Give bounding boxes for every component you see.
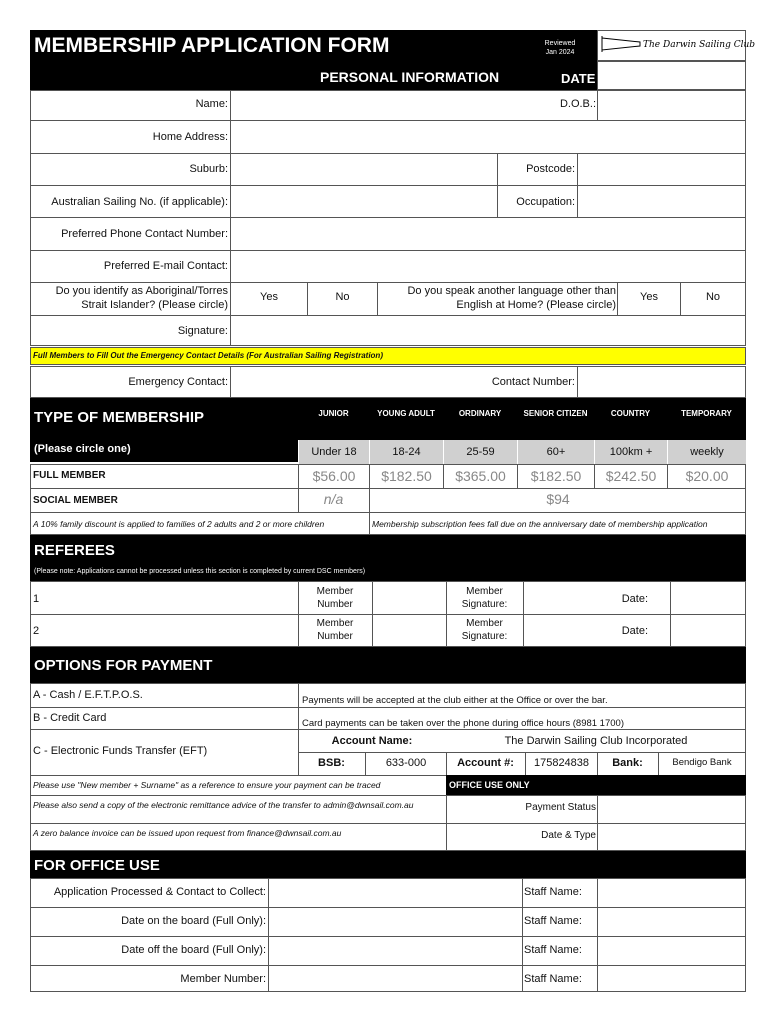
email-label: Preferred E-mail Contact: xyxy=(103,260,228,272)
office-row-3-staff-field[interactable] xyxy=(598,937,745,964)
reviewed-line-1: Reviewed xyxy=(544,40,576,47)
dob-field[interactable] xyxy=(598,91,745,120)
age-range-cell: 60+ xyxy=(517,440,594,464)
phone-field[interactable] xyxy=(231,218,745,250)
referee-2-signature-field[interactable] xyxy=(524,615,594,646)
referee-2-date-field[interactable] xyxy=(671,615,745,646)
office-row-4-staff-field[interactable] xyxy=(598,966,745,991)
office-row-1-staff: Staff Name: xyxy=(524,886,582,898)
sailing-no-label: Australian Sailing No. (if applicable): xyxy=(51,196,228,208)
office-row-2-staff-field[interactable] xyxy=(598,908,745,935)
dob-label: D.O.B.: xyxy=(559,98,596,110)
credit-card-note: Card payments can be taken over the phone during office hours (8981 1700) xyxy=(302,718,624,729)
office-row-3-field[interactable] xyxy=(269,937,521,964)
social-member-label: SOCIAL MEMBER xyxy=(33,495,118,506)
full-member-price[interactable]: $20.00 xyxy=(667,464,746,488)
payment-status-field[interactable] xyxy=(598,796,745,822)
sailing-no-field[interactable] xyxy=(231,186,497,217)
occupation-field[interactable] xyxy=(578,186,745,217)
eft-option: C - Electronic Funds Transfer (EFT) xyxy=(33,745,208,757)
referee-2-sig-label-1: Member xyxy=(466,618,503,629)
social-junior-price[interactable]: n/a xyxy=(323,491,344,507)
flag-icon xyxy=(600,34,644,54)
date-field[interactable] xyxy=(597,61,746,90)
referee-1-signature-field[interactable] xyxy=(524,582,594,613)
full-member-price[interactable]: $56.00 xyxy=(298,464,369,488)
postcode-field[interactable] xyxy=(578,154,745,185)
signature-label: Signature: xyxy=(177,325,228,337)
aboriginal-question-2: Strait Islander? (Please circle) xyxy=(81,299,228,311)
invoice-note: A zero balance invoice can be issued upon request from finance@dwnsail.com.au xyxy=(33,828,342,838)
office-row-2-field[interactable] xyxy=(269,908,521,935)
office-row-3-staff: Staff Name: xyxy=(524,944,582,956)
phone-label: Preferred Phone Contact Number: xyxy=(61,228,228,240)
office-row-1-label: Application Processed & Contact to Collect: xyxy=(53,886,266,898)
full-member-label: FULL MEMBER xyxy=(33,470,106,481)
office-use-only-text: OFFICE USE ONLY xyxy=(449,780,530,790)
language-no-option[interactable]: No xyxy=(705,291,721,303)
family-discount-note: A 10% family discount is applied to families of 2 adults and 2 or more children xyxy=(33,519,325,529)
office-row-4-staff: Staff Name: xyxy=(524,973,582,985)
referee-1-sig-label-1: Member xyxy=(466,586,503,597)
date-type-field[interactable] xyxy=(598,824,745,850)
office-row-2-staff: Staff Name: xyxy=(524,915,582,927)
referee-1-member-label-1: Member xyxy=(316,586,354,597)
office-row-4-label: Member Number: xyxy=(180,973,266,985)
home-address-field[interactable] xyxy=(231,121,745,153)
credit-card-option: B - Credit Card xyxy=(33,712,107,724)
account-name-label: Account Name: xyxy=(331,735,413,747)
reviewed-line-2: Jan 2024 xyxy=(545,49,575,56)
referee-1-sig-label-2: Signature: xyxy=(461,599,508,610)
emergency-contact-label: Emergency Contact: xyxy=(128,376,228,388)
full-member-price[interactable]: $182.50 xyxy=(369,464,443,488)
name-label: Name: xyxy=(195,98,228,110)
account-name-value: The Darwin Sailing Club Incorporated xyxy=(504,735,688,747)
office-row-2-label: Date on the board (Full Only): xyxy=(121,915,266,927)
signature-field[interactable] xyxy=(231,316,745,345)
contact-number-field[interactable] xyxy=(578,367,745,397)
bank-label: Bank: xyxy=(612,757,643,769)
membership-column-header: JUNIOR xyxy=(318,409,349,418)
section-personal-title: PERSONAL INFORMATION xyxy=(320,69,500,85)
referee-2-date-label: Date: xyxy=(621,625,648,637)
emergency-contact-field[interactable] xyxy=(231,367,481,397)
referee-1-date-field[interactable] xyxy=(671,582,745,613)
office-title: FOR OFFICE USE xyxy=(34,857,160,874)
language-question-2: English at Home? (Please circle) xyxy=(456,299,616,311)
email-field[interactable] xyxy=(231,251,745,282)
home-address-label: Home Address: xyxy=(152,131,228,143)
membership-column-header: COUNTRY xyxy=(610,409,651,418)
age-range-cell: 100km + xyxy=(594,440,667,464)
referee-1-number: 1 xyxy=(33,593,40,605)
full-member-price[interactable]: $242.50 xyxy=(594,464,667,488)
referee-1-name-field[interactable] xyxy=(44,582,297,613)
reference-note: Please use "New member + Surname" as a reference to ensure your payment can be traced xyxy=(33,780,381,790)
referee-2-sig-label-2: Signature: xyxy=(461,631,508,642)
full-member-prices xyxy=(298,464,746,488)
membership-column-header: ORDINARY xyxy=(458,409,502,418)
form-title: MEMBERSHIP APPLICATION FORM xyxy=(34,34,390,57)
cash-option: A - Cash / E.F.T.P.O.S. xyxy=(33,689,143,701)
referee-2-member-label-1: Member xyxy=(316,618,354,629)
referee-1-date-label: Date: xyxy=(621,593,648,605)
referees-title: REFEREES xyxy=(34,542,115,559)
bank-value: Bendigo Bank xyxy=(672,757,732,768)
age-range-cell: 18-24 xyxy=(369,440,443,464)
account-no-label: Account #: xyxy=(457,757,514,769)
age-range-cell: Under 18 xyxy=(298,440,369,464)
referee-1-member-number-field[interactable] xyxy=(373,582,445,613)
full-member-price[interactable]: $182.50 xyxy=(517,464,594,488)
office-row-4-field[interactable] xyxy=(269,966,521,991)
referee-2-number: 2 xyxy=(33,625,40,637)
club-logo-text: The Darwin Sailing Club xyxy=(643,40,756,50)
referee-2-member-label-2: Number xyxy=(317,631,353,642)
fees-due-note: Membership subscription fees fall due on the anniversary date of membership application xyxy=(372,519,708,529)
account-no-value: 175824838 xyxy=(533,757,590,769)
age-range-cell: weekly xyxy=(667,440,746,464)
membership-column-header: SENIOR CITIZEN xyxy=(523,409,588,418)
date-label: DATE xyxy=(561,71,596,86)
date-type-label: Date & Type xyxy=(541,830,596,841)
age-range-cell: 25-59 xyxy=(443,440,517,464)
occupation-label: Occupation: xyxy=(516,196,575,208)
suburb-field[interactable] xyxy=(231,154,497,185)
full-member-price[interactable]: $365.00 xyxy=(443,464,517,488)
age-row xyxy=(298,440,746,464)
membership-columns xyxy=(298,408,746,438)
office-row-1-field[interactable] xyxy=(269,879,521,906)
membership-column-header: YOUNG ADULT xyxy=(377,409,435,418)
referee-2-member-number-field[interactable] xyxy=(373,615,445,646)
postcode-label: Postcode: xyxy=(526,163,575,175)
office-row-1-staff-field[interactable] xyxy=(598,879,745,906)
suburb-label: Suburb: xyxy=(189,163,228,175)
membership-title: TYPE OF MEMBERSHIP xyxy=(34,409,205,426)
payment-status-label: Payment Status xyxy=(525,802,596,813)
aboriginal-no-option[interactable]: No xyxy=(335,291,350,303)
membership-circle-note: (Please circle one) xyxy=(34,443,131,455)
aboriginal-question-1: Do you identify as Aboriginal/Torres xyxy=(55,285,228,297)
remittance-note: Please also send a copy of the electronic remittance advice of the transfer to admin@dwnsail.com.au xyxy=(33,800,414,810)
office-row-3-label: Date off the board (Full Only): xyxy=(121,944,266,956)
emergency-banner-text: Full Members to Fill Out the Emergency Contact Details (For Australian Sailing Registration) xyxy=(33,351,383,360)
cash-note: Payments will be accepted at the club either at the Office or over the bar. xyxy=(302,695,608,706)
language-yes-option[interactable]: Yes xyxy=(640,291,658,303)
bsb-label: BSB: xyxy=(318,757,345,769)
bsb-value: 633-000 xyxy=(385,757,427,769)
referee-2-name-field[interactable] xyxy=(44,615,297,646)
language-question-1: Do you speak another language other than xyxy=(407,285,616,297)
referees-note: (Please note: Applications cannot be processed unless this section is completed by current DSC members) xyxy=(34,568,366,575)
contact-number-label: Contact Number: xyxy=(491,376,575,388)
payment-title: OPTIONS FOR PAYMENT xyxy=(34,657,213,674)
social-other-price[interactable]: $94 xyxy=(546,491,570,507)
membership-column-header: TEMPORARY xyxy=(681,409,732,418)
referee-1-member-label-2: Number xyxy=(317,599,353,610)
aboriginal-yes-option[interactable]: Yes xyxy=(260,291,278,303)
